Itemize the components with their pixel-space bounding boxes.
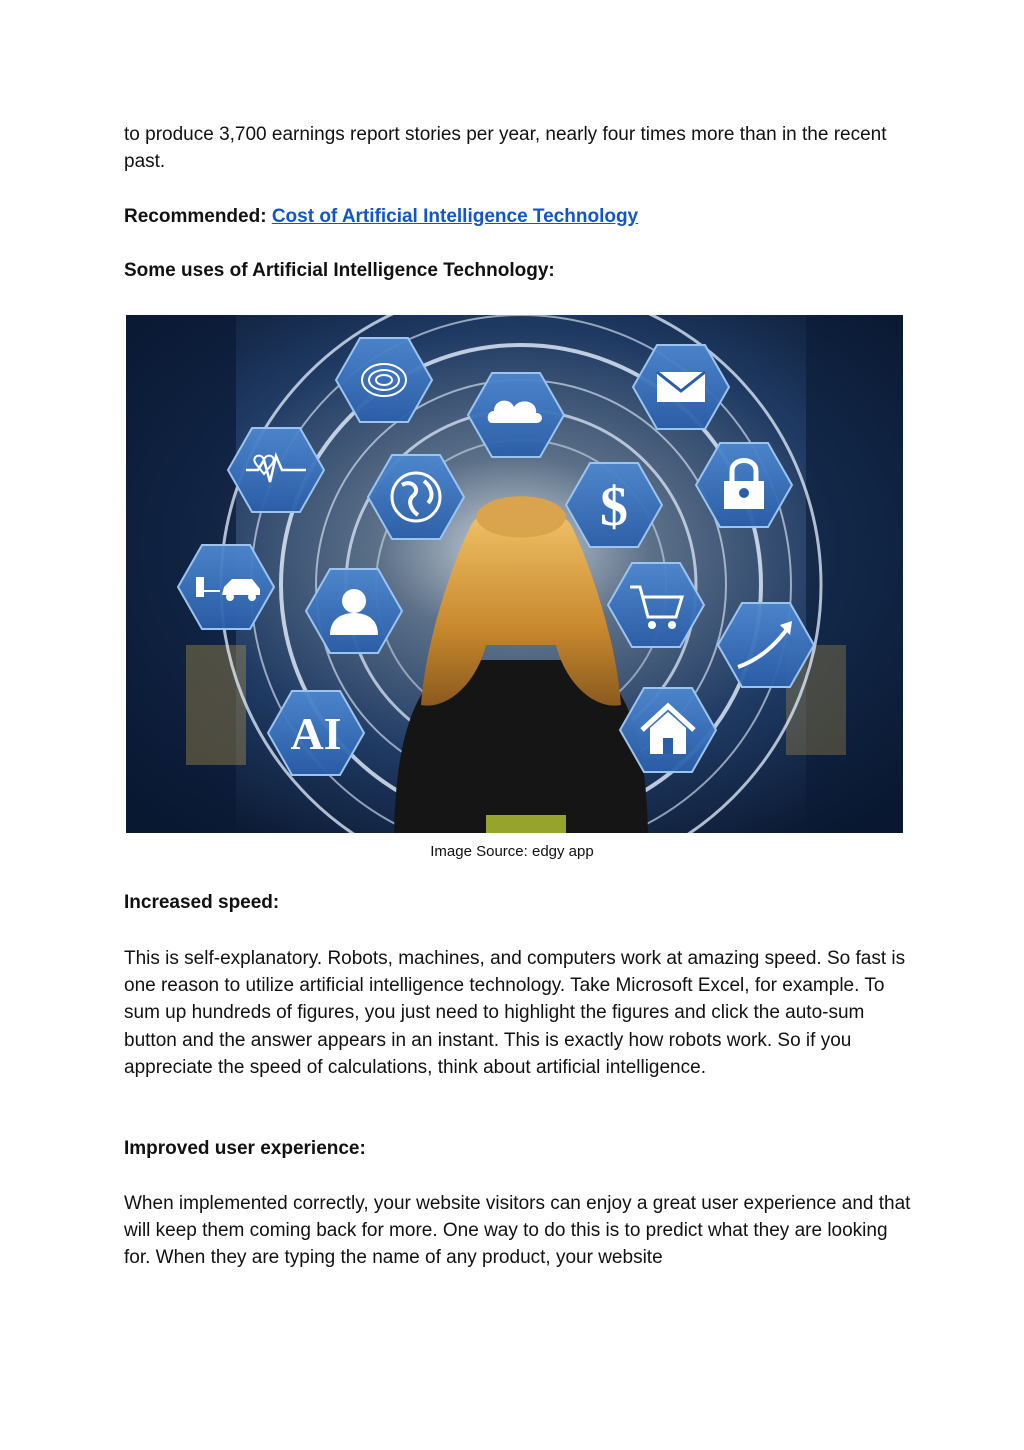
section-body-speed: This is self-explanatory. Robots, machines, and computers work at amazing speed. So fast is one reason to utilize artificial intelligence technology. Take Microsoft Excel, for example. To sum up hundreds of figures, you just need to highlight the figures and click the auto-sum button and the answer appears in an instant. This is exactly how robots work. So if you appreciate the speed of calculations, think about artificial intelligence. [124,948,906,1078]
uses-heading: Some uses of Artificial Intelligence Technology: [124,260,555,281]
ai-uses-image [126,315,903,833]
section-heading-user-experience: Improved user experience: [124,1138,366,1159]
recommended-link[interactable]: Cost of Artificial Intelligence Technology [271,206,639,227]
ai-illustration [126,315,903,833]
recommended-label: Recommended: [124,206,267,227]
svg-text:AI: AI [290,708,342,759]
svg-text:$: $ [600,476,628,538]
section-heading-speed: Increased speed: [124,892,280,913]
intro-paragraph: to produce 3,700 earnings report stories per year, nearly four times more than in the recent past. [124,124,887,173]
recommended-line [124,204,638,230]
image-caption: Image Source: edgy app [430,843,594,860]
section-body-user-experience: When implemented correctly, your website visitors can enjoy a great user experience and that will keep them coming back for more. One way to do this is to predict what they are looking for. When they are typing the name of any product, your website [124,1193,911,1269]
